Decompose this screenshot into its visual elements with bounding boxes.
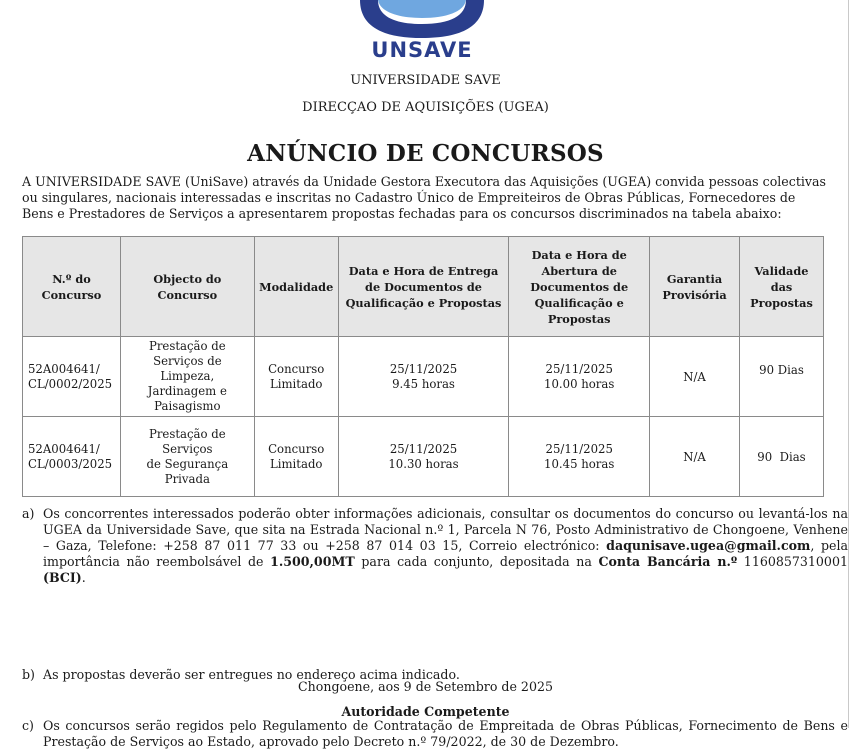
note-marker: b) bbox=[22, 667, 35, 682]
logo-emblem bbox=[352, 0, 492, 42]
table-header-row bbox=[23, 237, 824, 337]
unisave-logo bbox=[352, 0, 492, 66]
signing-authority: Autoridade Competente bbox=[341, 704, 510, 719]
table-row bbox=[23, 337, 824, 417]
note-marker: a) bbox=[22, 506, 35, 521]
bank-name: (BCI) bbox=[43, 570, 82, 585]
fee-amount: 1.500,00MT bbox=[270, 554, 355, 569]
cell-validity: 90 Dias bbox=[740, 417, 824, 497]
page-title: ANÚNCIO DE CONCURSOS bbox=[247, 140, 604, 167]
header-validity: Validade das Propostas bbox=[740, 237, 824, 337]
cell-guarantee: N/A bbox=[650, 337, 740, 417]
note-marker: c) bbox=[22, 718, 34, 733]
cell-validity: 90 Dias bbox=[740, 337, 824, 417]
place-date: Chongoene, aos 9 de Setembro de 2025 bbox=[298, 679, 553, 694]
cell-number: 52A004641/ CL/0003/2025 bbox=[23, 417, 121, 497]
cell-delivery: 25/11/2025 9.45 horas bbox=[338, 337, 509, 417]
header-modality: Modalidade bbox=[254, 237, 338, 337]
header-guarantee: Garantia Provisória bbox=[650, 237, 740, 337]
logo-wordmark: UNSAVE bbox=[371, 38, 473, 62]
cell-object: Prestação de Serviços de Limpeza, Jardinagem e Paisagismo bbox=[120, 337, 254, 417]
tenders-table bbox=[22, 236, 824, 497]
note-b: b) As propostas deverão ser entregues no endereço acima indicado. bbox=[22, 667, 460, 682]
cell-delivery: 25/11/2025 10.30 horas bbox=[338, 417, 509, 497]
cell-opening: 25/11/2025 10.00 horas bbox=[509, 337, 650, 417]
cell-number: 52A004641/ CL/0002/2025 bbox=[23, 337, 121, 417]
cell-modality: Concurso Limitado bbox=[254, 337, 338, 417]
institution-name: UNIVERSIDADE SAVE bbox=[350, 73, 501, 88]
account-label: Conta Bancária n.º bbox=[598, 554, 738, 569]
cell-opening: 25/11/2025 10.45 horas bbox=[509, 417, 650, 497]
table-row bbox=[23, 417, 824, 497]
department-name: DIRECÇAO DE AQUISIÇÕES (UGEA) bbox=[302, 100, 549, 115]
note-a: a) Os concorrentes interessados poderão obter informações adicionais, consultar os documentos do concurso ou levantá-los na UGEA da Universidade Save, que sita na Estrada Nacional n.º 1, Parcela N 76, Posto Administrativo de Chongoene, Venhene – Gaza, Telefone: +258 87 011 77 33 ou +258 87 014 03 15, Correio electrónico: daqunisave.ugea@gmail.com, pela importância não reembolsável de 1.500,00MT para cada conjunto, depositada na Conta Bancária n.º 1160857310001 (BCI). bbox=[22, 506, 848, 585]
header-delivery: Data e Hora de Entrega de Documentos de Qualificação e Propostas bbox=[338, 237, 509, 337]
account-number: 1160857310001 bbox=[737, 554, 848, 569]
cell-guarantee: N/A bbox=[650, 417, 740, 497]
cell-modality: Concurso Limitado bbox=[254, 417, 338, 497]
note-c: c) Os concursos serão regidos pelo Regulamento de Contratação de Empreitada de Obras Públicas, Fornecimento de Bens e Prestação de Serviços ao Estado, aprovado pelo Decreto n.º 79/2022, de 30 de Dezembro. bbox=[22, 718, 848, 749]
header-object: Objecto do Concurso bbox=[120, 237, 254, 337]
contact-email: daqunisave.ugea@gmail.com bbox=[606, 538, 811, 553]
header-opening: Data e Hora de Abertura de Documentos de Qualificação e Propostas bbox=[509, 237, 650, 337]
intro-paragraph: A UNIVERSIDADE SAVE (UniSave) através da Unidade Gestora Executora das Aquisições (UGEA) convida pessoas colectivas ou singulares, nacionais interessadas e inscritas no Cadastro Único de Empreiteiros de Obras Públicas, Fornecedores de Bens e Prestadores de Serviços a apresentarem propostas fechadas para os concursos discriminados na tabela abaixo: bbox=[22, 174, 826, 221]
header-number: N.º do Concurso bbox=[23, 237, 121, 337]
cell-object: Prestação de Serviços de Segurança Privada bbox=[120, 417, 254, 497]
